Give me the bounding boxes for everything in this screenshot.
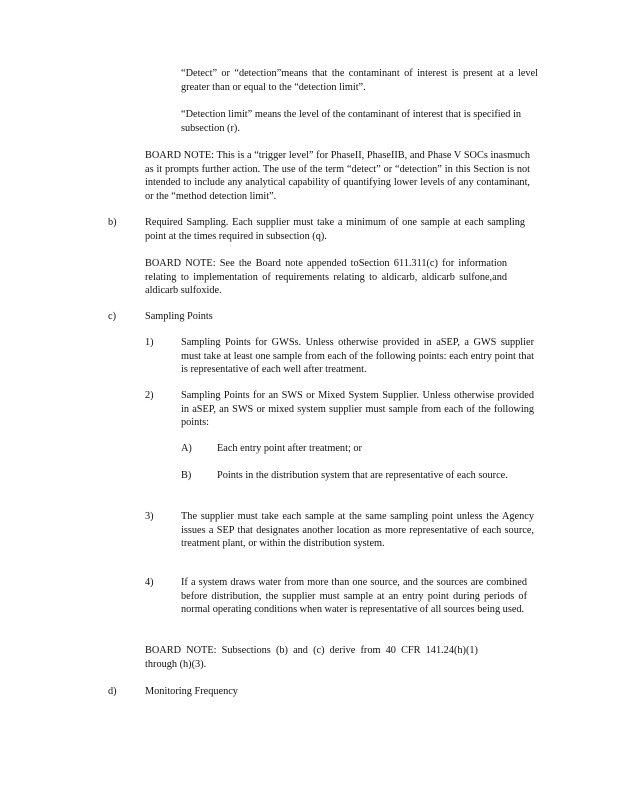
subitem-a-text: Each entry point after treatment; or [217, 443, 362, 454]
subitem-a-label: A) [181, 443, 192, 454]
subitem-b-label: B) [181, 470, 192, 481]
section-c-board-note: BOARD NOTE: Subsections (b) and (c) derive from 40 CFR 141.24(h)(1) through (h)(3). [145, 645, 478, 670]
section-c-heading: Sampling Points [145, 311, 213, 322]
item-3-label: 3) [145, 511, 154, 522]
item-1-label: 1) [145, 337, 154, 348]
section-b-label: b) [108, 217, 117, 228]
section-b-board-note: BOARD NOTE: See the Board note appended toSection 611.311(c) for information relating to implementation of requirements relating to aldicarb, aldicarb sulfone,and aldicarb sulfoxide. [145, 258, 507, 297]
subitem-b-text: Points in the distribution system that are representative of each source. [217, 470, 508, 481]
section-d-heading: Monitoring Frequency [145, 686, 238, 697]
item-4-text: If a system draws water from more than one source, and the sources are combined before distribution, the supplier must sample at an entry point during periods of normal operating conditions when water is representative of all sources being used. [181, 577, 527, 616]
item-4-label: 4) [145, 577, 154, 588]
section-d-label: d) [108, 686, 117, 697]
section-b-text: Required Sampling. Each supplier must take a minimum of one sample at each sampling point at the times required in subsection (q). [145, 217, 525, 242]
section-c-label: c) [108, 311, 116, 322]
item-1-text: Sampling Points for GWSs. Unless otherwise provided in aSEP, a GWS supplier must take at least one sample from each of the following points: each entry point that is representative of each well after treatment. [181, 337, 534, 376]
board-note-trigger-level: BOARD NOTE: This is a “trigger level” for PhaseII, PhaseIIB, and Phase V SOCs inasmuch as it prompts further action. The use of the term “detect” or “detection” in this Section is not intended to include any analytical capability of quantifying lower levels of any contaminant, or the “method detection limit”. [145, 150, 530, 202]
item-2-text: Sampling Points for an SWS or Mixed System Supplier. Unless otherwise provided in aSEP, an SWS or mixed system supplier must sample from each of the following points: [181, 390, 534, 429]
definition-detection-limit: “Detection limit” means the level of the contaminant of interest that is specified in subsection (r). [181, 109, 521, 134]
item-2-label: 2) [145, 390, 154, 401]
item-3-text: The supplier must take each sample at the same sampling point unless the Agency issues a SEP that designates another location as more representative of each source, treatment plant, or within the distribution system. [181, 511, 534, 550]
definition-detect: “Detect” or “detection”means that the contaminant of interest is present at a level greater than or equal to the “detection limit”. [181, 68, 538, 93]
